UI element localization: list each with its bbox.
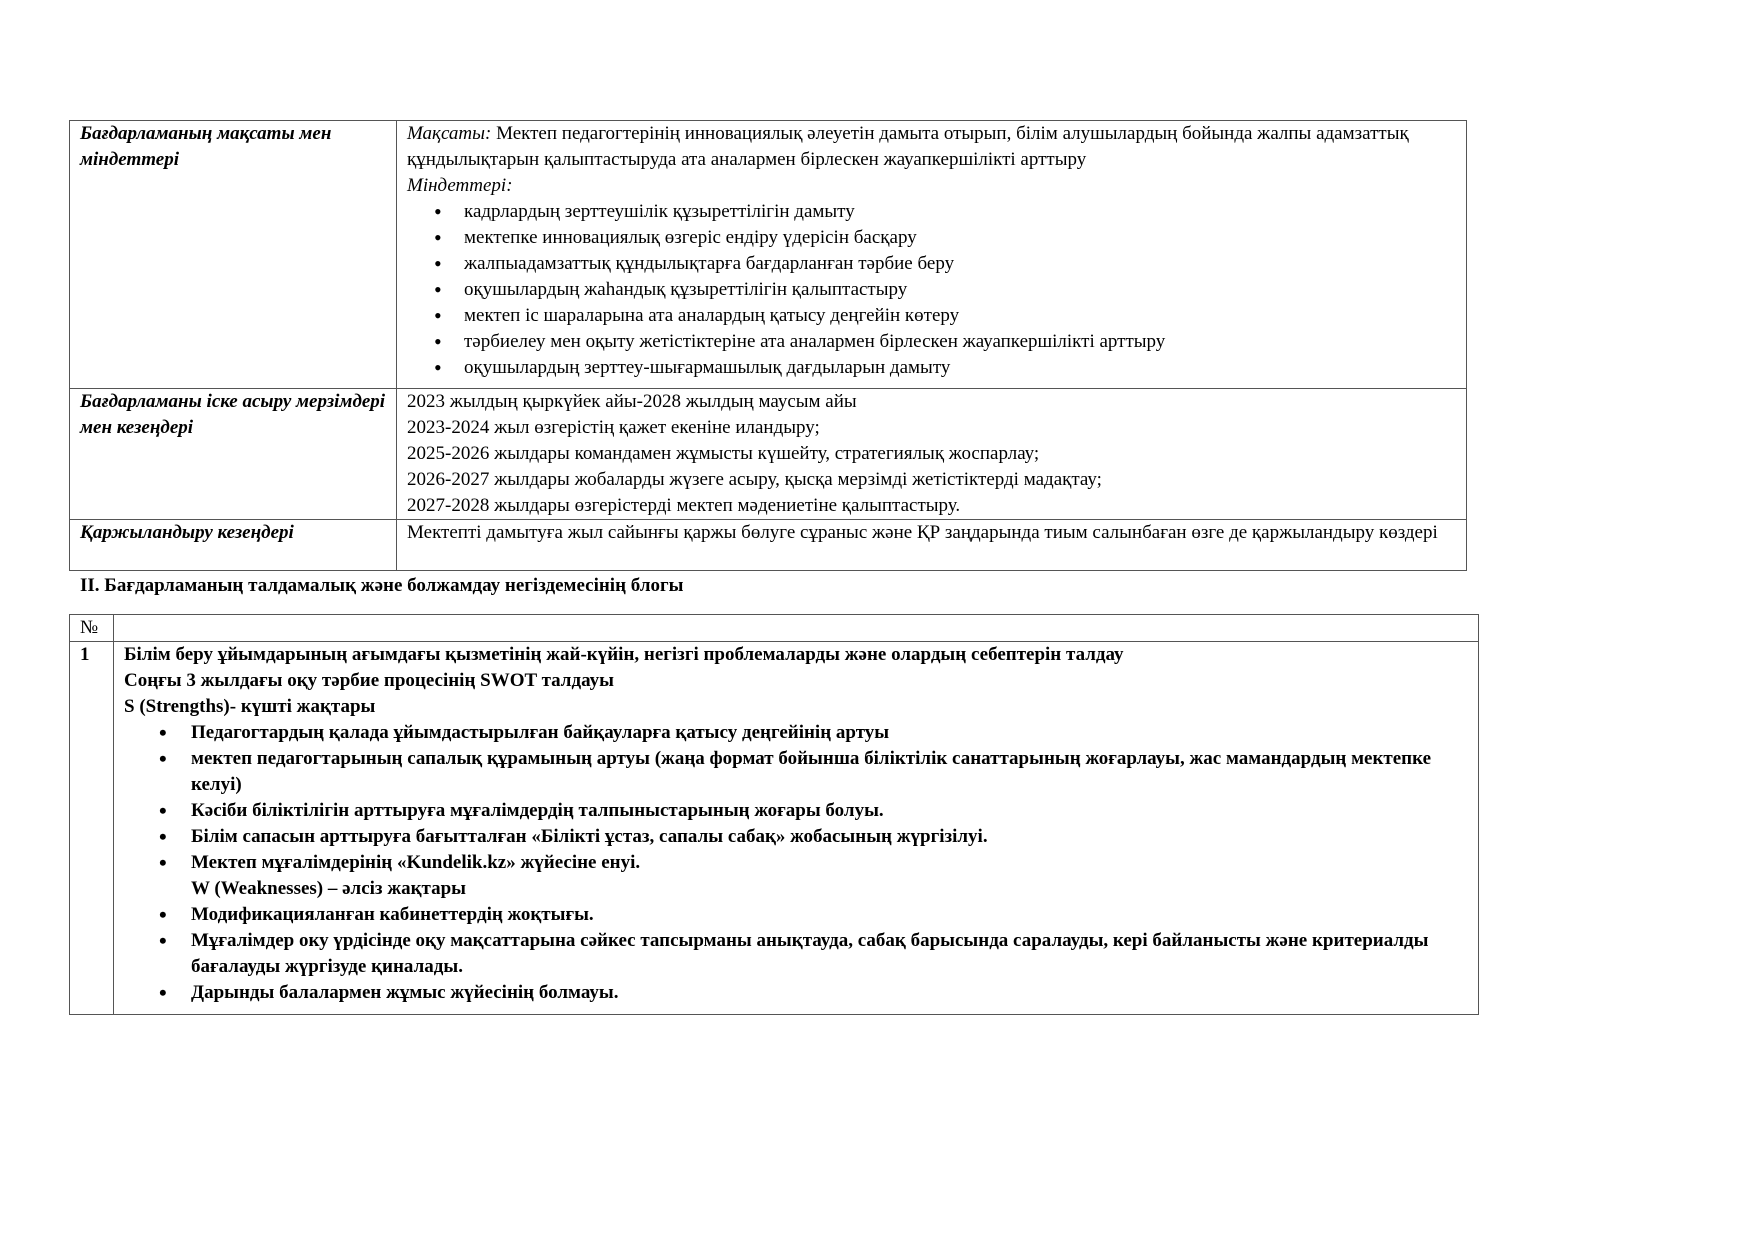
timeline-line: 2025-2026 жылдары командамен жұмысты күшейту, стратегиялық жоспарлау; xyxy=(407,443,1040,464)
list-item: • мектеп іс шараларына ата аналардың қатысу деңгейін көтеру xyxy=(464,303,1456,329)
table-header-row xyxy=(70,615,1479,642)
goals-label: Бағдарламаның мақсаты мен міндеттері xyxy=(70,121,397,389)
strengths-title: S (Strengths)- күшті жақтары xyxy=(124,696,376,717)
list-item: • Педагогтардың қалада ұйымдастырылған байқауларға қатысу деңгейінің артуы xyxy=(191,720,1468,746)
program-info-table xyxy=(69,120,1467,571)
list-item: • оқушылардың зерттеу-шығармашылық дағдыларын дамыту xyxy=(464,355,1456,381)
table-row xyxy=(70,520,1467,571)
list-item: • Білім сапасын арттыруға бағытталған «Білікті ұстаз, сапалы сабақ» жобасының жүргізілуі. xyxy=(191,824,1468,850)
list-item: • кадрлардың зерттеушілік құзыреттілігін дамыту xyxy=(464,199,1456,225)
list-item: • Модификацияланған кабинеттердің жоқтығы. xyxy=(191,902,1468,928)
analysis-title: Білім беру ұйымдарының ағымдағы қызметінің жай-күйін, негізгі проблемаларды және олардың себептерін талдау xyxy=(124,644,1124,665)
table-row xyxy=(70,389,1467,520)
number-column-header: № xyxy=(70,615,114,642)
timeline-line: 2023-2024 жыл өзгерістің қажет екеніне иландыру; xyxy=(407,417,820,438)
timeline-line: 2026-2027 жылдары жобаларды жүзеге асыру, қысқа мерзімді жетістіктерді мадақтау; xyxy=(407,469,1102,490)
timeline-label: Бағдарламаны іске асыру мерзімдері мен кезеңдері xyxy=(70,389,397,520)
goal-paragraph xyxy=(407,121,1456,173)
tasks-list xyxy=(407,199,1456,381)
list-item: • Мектеп мұғалімдерінің «Kundelik.kz» жүйесіне енуі. xyxy=(191,850,1468,876)
table-row xyxy=(70,121,1467,389)
timeline-cell xyxy=(397,389,1467,520)
list-item: • Дарынды балалармен жұмыс жүйесінің болмауы. xyxy=(191,980,1468,1006)
analysis-cell xyxy=(114,642,1479,1015)
timeline-line: 2023 жылдың қыркүйек айы-2028 жылдың маусым айы xyxy=(407,391,857,412)
empty-header-cell xyxy=(114,615,1479,642)
list-item: • жалпыадамзаттық құндылықтарға бағдарланған тәрбие беру xyxy=(464,251,1456,277)
list-item: • тәрбиелеу мен оқыту жетістіктеріне ата аналармен бірлескен жауапкершілікті арттыру xyxy=(464,329,1456,355)
strengths-list xyxy=(124,720,1468,876)
goal-prefix: Мақсаты: xyxy=(407,123,492,144)
goals-cell xyxy=(397,121,1467,389)
table-row xyxy=(70,642,1479,1015)
list-item: • мектеп педагогтарының сапалық құрамының артуы (жаңа формат бойынша біліктілік санаттарының жоғарлауы, жас мамандардың мектепке келуі) xyxy=(191,746,1468,798)
list-item: • Кәсіби біліктілігін арттыруға мұғалімдердің талпыныстарының жоғары болуы. xyxy=(191,798,1468,824)
tasks-label: Міндеттері: xyxy=(407,175,513,196)
funding-label: Қаржыландыру кезеңдері xyxy=(70,520,397,571)
list-item: • оқушылардың жаһандық құзыреттілігін қалыптастыру xyxy=(464,277,1456,303)
weaknesses-title: W (Weaknesses) – әлсіз жақтары xyxy=(191,878,467,899)
row-number: 1 xyxy=(70,642,114,1015)
section-heading: ІІ. Бағдарламаның талдамалық және болжамдау негіздемесінің блогы xyxy=(80,575,684,596)
funding-text: Мектепті дамытуға жыл сайынғы қаржы бөлуге сұраныс және ҚР заңдарында тиым салынбаған өзге де қаржыландыру көздері xyxy=(397,520,1467,571)
swot-subtitle: Соңғы 3 жылдағы оқу тәрбие процесінің SWOT талдауы xyxy=(124,670,614,691)
timeline-line: 2027-2028 жылдары өзгерістерді мектеп мәдениетіне қалыптастыру. xyxy=(407,495,961,516)
list-item: • Мұғалімдер оку үрдісінде оқу мақсаттарына сәйкес тапсырманы анықтауда, сабақ барысында саралауды, кері байланысты және критериалды бағалауды жүргізуде қиналады. xyxy=(191,928,1468,980)
list-item: • мектепке инновациялық өзгеріс ендіру үдерісін басқару xyxy=(464,225,1456,251)
weaknesses-list xyxy=(124,902,1468,1006)
analysis-table xyxy=(69,614,1479,1015)
goal-text: Мектеп педагогтерінің инновациялық әлеуетін дамыта отырып, білім алушылардың бойында жалпы адамзаттық құндылықтарын қалыптастыруда ата аналармен бірлескен жауапкершілікті арттыру xyxy=(407,123,1409,170)
